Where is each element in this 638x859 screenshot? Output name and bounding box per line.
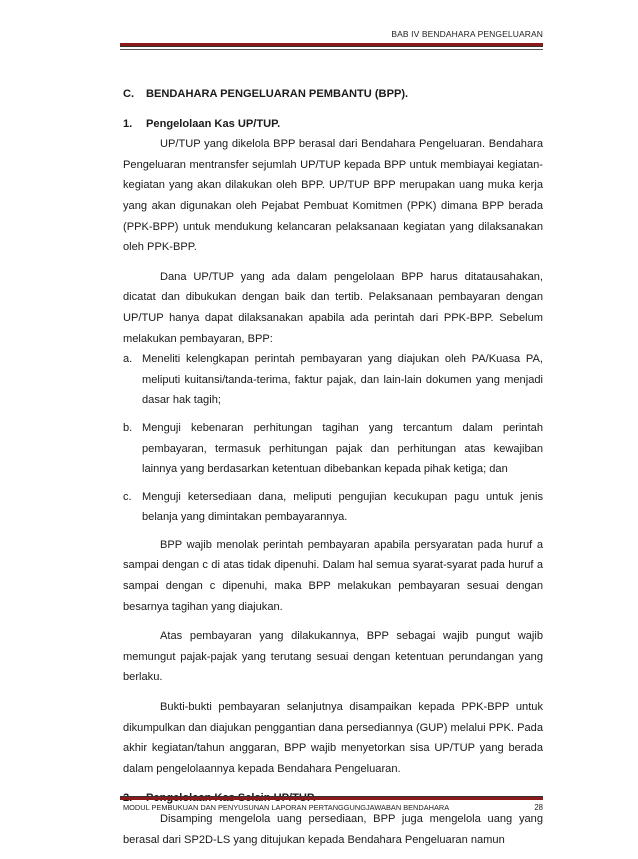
check-list [123, 349, 543, 528]
footer-title: MODUL PEMBUKUAN DAN PENYUSUNAN LAPORAN PERTANGGUNGJAWABAN BENDAHARA [123, 803, 450, 812]
paragraph: Disamping mengelola uang persediaan, BPP juga mengelola uang yang berasal dari SP2D-LS yang ditujukan kepada Bendahara Pengeluaran namun [123, 813, 543, 846]
list-text: Menguji ketersediaan dana, meliputi pengujian kecukupan pagu untuk jenis belanja yang dimintakan pembayarannya. [142, 490, 543, 524]
list-item [123, 418, 543, 480]
list-marker: b. [123, 421, 133, 434]
page-number: 28 [534, 803, 543, 812]
page-body [123, 84, 543, 859]
subsection-number: 1. [123, 117, 133, 130]
list-marker: a. [123, 353, 133, 366]
header-rule-thin [120, 49, 543, 50]
header-rule [120, 43, 543, 47]
running-header: BAB IV BENDAHARA PENGELUARAN [391, 29, 543, 39]
paragraph: Dana UP/TUP yang ada dalam pengelolaan BPP harus ditatausahakan, dicatat dan dibukukan dengan baik dan tertib. Pelaksanaan pembayaran dengan UP/TUP hanya dapat dilaksanakan apabila ada perintah dari PPK-BPP. Sebelum melakukan pembayaran, BPP: [123, 270, 543, 345]
section-heading [123, 84, 543, 105]
paragraph: UP/TUP yang dikelola BPP berasal dari Bendahara Pengeluaran. Bendahara Pengeluaran mentransfer sejumlah UP/TUP kepada BPP untuk membiayai kegiatan-kegiatan yang akan dilakukan oleh BPP. UP/TUP BPP merupakan uang muka kerja yang akan digunakan oleh Pejabat Pembuat Komitmen (PPK) dimana BPP berada (PPK-BPP) untuk mendukung kelancaran pelaksanaan kegiatan yang dilaksanakan oleh PPK-BPP. [123, 138, 543, 254]
list-item [123, 487, 543, 528]
subsection-heading-1 [123, 114, 543, 135]
section-number: C. [123, 88, 135, 100]
list-marker: c. [123, 490, 132, 503]
subsection-title: Pengelolaan Kas UP/TUP. [146, 117, 281, 130]
footer-rule [120, 796, 543, 800]
list-item [123, 349, 543, 411]
paragraph: Bukti-bukti pembayaran selanjutnya disampaikan kepada PPK-BPP untuk dikumpulkan dan diajukan penggantian dana persediannya (GUP) melalui PPK. Pada akhir kegiatan/tahun anggaran, BPP wajib menyetorkan sisa UP/TUP yang berada dalam pengelolaannya kepada Bendahara Pengeluaran. [123, 701, 543, 775]
list-text: Meneliti kelengkapan perintah pembayaran yang diajukan oleh PA/Kuasa PA, meliputi kuitansi/tanda-terima, faktur pajak, dan lain-lain dokumen yang menjadi dasar hak tagih; [142, 353, 543, 407]
section-title: BENDAHARA PENGELUARAN PEMBANTU (BPP). [146, 88, 409, 100]
list-text: Menguji kebenaran perhitungan tagihan yang tercantum dalam perintah pembayaran, termasuk perhitungan pajak dan perhitungan atas kewajiban lainnya yang berdasarkan ketentuan dibebankan kepada pihak ketiga; dan [142, 421, 543, 476]
paragraph: Atas pembayaran yang dilakukannya, BPP sebagai wajib pungut wajib memungut pajak-pajak yang terutang sesuai dengan ketentuan perundangan yang berlaku. [123, 630, 543, 684]
paragraph: BPP wajib menolak perintah pembayaran apabila persyaratan pada huruf a sampai dengan c di atas tidak dipenuhi. Dalam hal semua syarat-syarat pada huruf a sampai dengan c dipenuhi, maka BPP melakukan pembayaran sesuai dengan besarnya tagihan yang diajukan. [123, 538, 543, 613]
